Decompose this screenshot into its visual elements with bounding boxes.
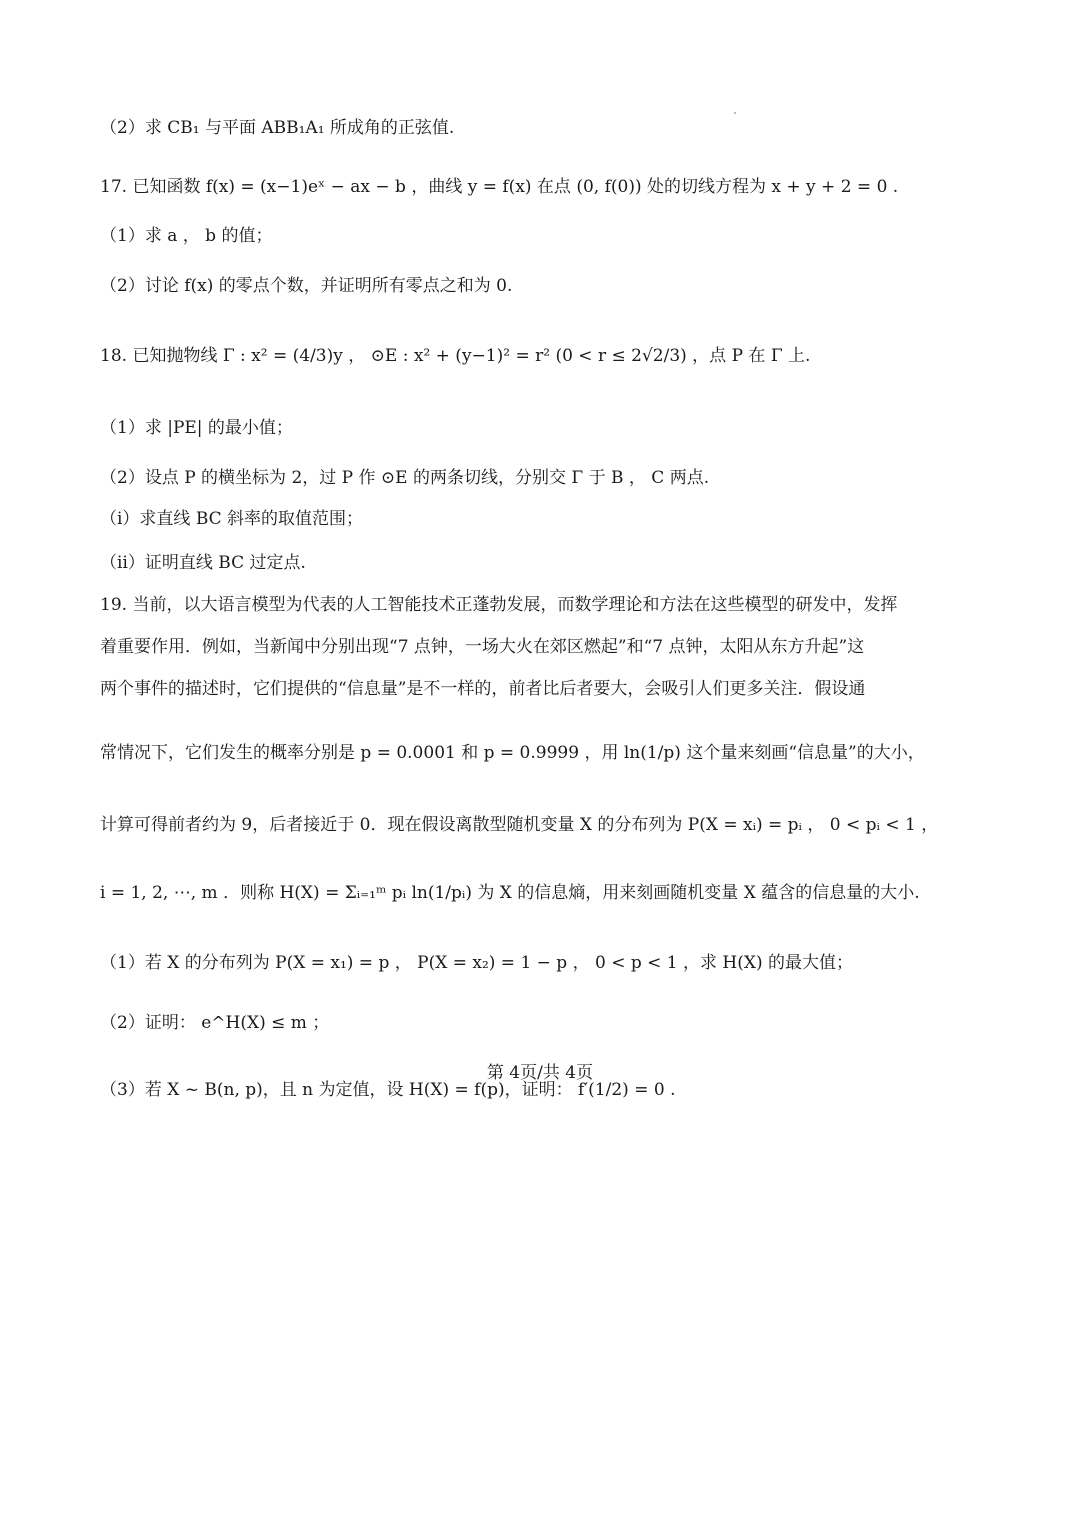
page-number-footer: 第 4页/共 4页	[486, 1063, 594, 1083]
q19-part2: （2）证明： e^H(X) ≤ m ；	[100, 1013, 330, 1033]
q18-stem: 18. 已知抛物线 Γ : x² = (4/3)y ， ⊙E : x² + (y−1)² = r² (0 < r ≤ 2√2/3) ，点 P 在 Γ 上.	[100, 346, 811, 366]
q19-stem-line1: 19. 当前，以大语言模型为代表的人工智能技术正蓬勃发展，而数学理论和方法在这些模型的研发中，发挥	[100, 595, 898, 615]
q19-part3: （3）若 X ~ B(n, p)，且 n 为定值，设 H(X) = f(p)，证明： f′(1/2) = 0 .	[100, 1080, 676, 1100]
q17-part2: （2）讨论 f(x) 的零点个数，并证明所有零点之和为 0.	[100, 276, 513, 296]
q19-stem-line4: 常情况下，它们发生的概率分别是 p = 0.0001 和 p = 0.9999 ，用 ln(1/p) 这个量来刻画“信息量”的大小，	[100, 743, 925, 763]
stray-dot	[734, 112, 736, 114]
q16-part2: （2）求 CB₁ 与平面 ABB₁A₁ 所成角的正弦值.	[100, 118, 455, 138]
q19-stem-line2: 着重要作用．例如，当新闻中分别出现“7 点钟，一场大火在郊区燃起”和“7 点钟，太阳从东方升起”这	[100, 637, 865, 657]
q19-stem-line6: i = 1, 2, ⋯, m ．则称 H(X) = Σᵢ₌₁ᵐ pᵢ ln(1/pᵢ) 为 X 的信息熵，用来刻画随机变量 X 蕴含的信息量的大小.	[100, 883, 920, 903]
q18-part1: （1）求 |PE| 的最小值；	[100, 418, 293, 438]
q17-stem: 17. 已知函数 f(x) = (x−1)eˣ − ax − b ，曲线 y = f(x) 在点 (0, f(0)) 处的切线方程为 x + y + 2 = 0 .	[100, 177, 899, 197]
q18-part2: （2）设点 P 的横坐标为 2，过 P 作 ⊙E 的两条切线，分别交 Γ 于 B ， C 两点.	[100, 468, 710, 488]
q19-part1: （1）若 X 的分布列为 P(X = x₁) = p ， P(X = x₂) = 1 − p ， 0 < p < 1 ，求 H(X) 的最大值；	[100, 953, 854, 973]
q17-part1: （1）求 a ， b 的值；	[100, 226, 273, 246]
q18-part2-ii: （ⅱ）证明直线 BC 过定点.	[100, 553, 306, 573]
q19-stem-line3: 两个事件的描述时，它们提供的“信息量”是不一样的，前者比后者要大，会吸引人们更多关注．假设通	[100, 679, 866, 699]
q19-stem-line5: 计算可得前者约为 9，后者接近于 0．现在假设离散型随机变量 X 的分布列为 P(X = xᵢ) = pᵢ ， 0 < pᵢ < 1 ，	[100, 815, 939, 835]
q18-part2-i: （ⅰ）求直线 BC 斜率的取值范围；	[100, 509, 364, 529]
